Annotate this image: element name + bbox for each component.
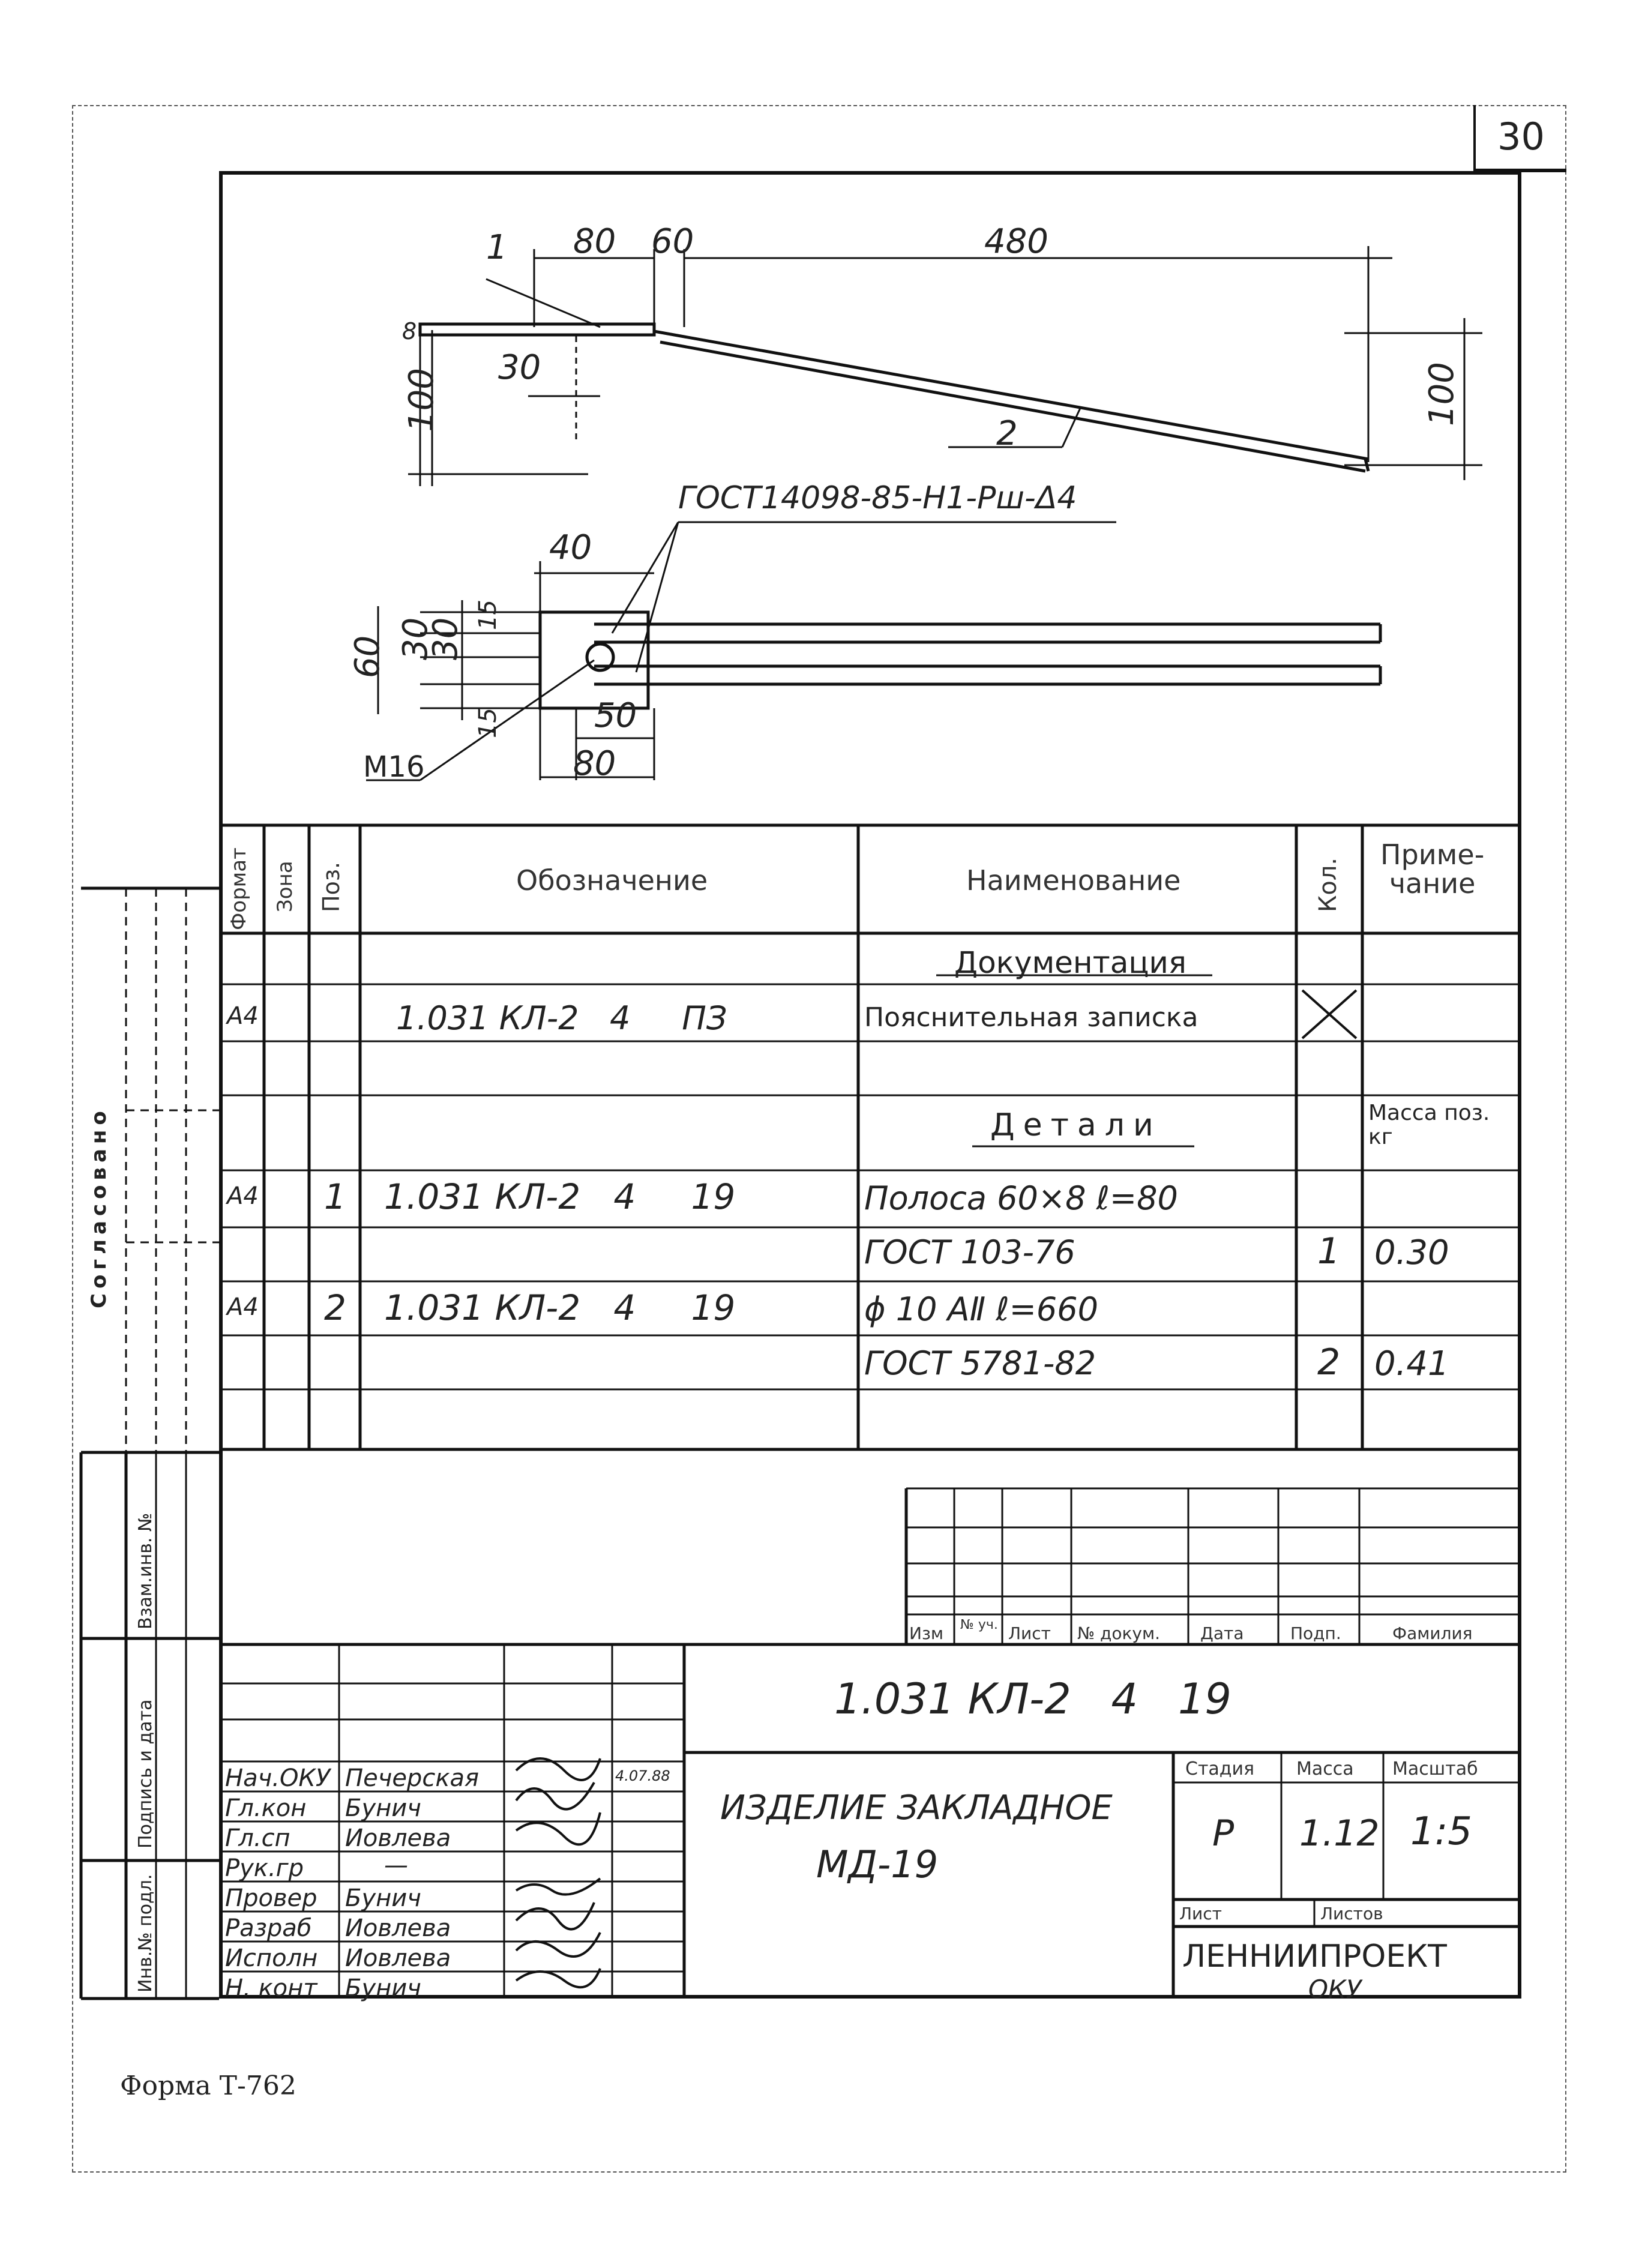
- rev-hdr-sign: Подп.: [1290, 1623, 1341, 1643]
- rev-hdr-date: Дата: [1200, 1623, 1244, 1643]
- plan-dim-50: 50: [594, 696, 637, 735]
- row1-designation: 1.031 КЛ-2 4 ПЗ: [396, 999, 727, 1037]
- top-dim-80: 80: [573, 222, 616, 261]
- row6-pos: 2: [324, 1287, 346, 1328]
- top-dim-100-right: 100: [1422, 362, 1461, 426]
- row7-name: ГОСТ 5781-82: [864, 1344, 1096, 1382]
- row6-designation: 1.031 КЛ-2 4 19: [384, 1287, 736, 1328]
- row4-designation: 1.031 КЛ-2 4 19: [384, 1176, 736, 1217]
- role-1: Гл.кон: [225, 1794, 307, 1822]
- top-pos-2: 2: [996, 414, 1018, 453]
- row5-note: 0.30: [1374, 1233, 1449, 1272]
- role-5: Разраб: [225, 1915, 312, 1942]
- person-1: Бунич: [345, 1794, 421, 1822]
- person-6: Иовлева: [345, 1945, 451, 1972]
- form-label: Форма Т-762: [120, 2071, 296, 2101]
- top-dim-100-left: 100: [402, 368, 441, 432]
- side-sign-date: Подпись и дата: [135, 1699, 156, 1848]
- row6-name: ϕ 10 АⅡ ℓ=660: [864, 1290, 1098, 1328]
- plan-dim-40: 40: [549, 528, 592, 567]
- person-5: Иовлева: [345, 1915, 451, 1942]
- row4-name: Полоса 60×8 ℓ=80: [864, 1179, 1178, 1217]
- row5-name: ГОСТ 103-76: [864, 1233, 1075, 1271]
- role-6: Исполн: [225, 1945, 318, 1972]
- stage-value: Р: [1212, 1812, 1235, 1854]
- rev-hdr-izm: Изм: [909, 1623, 943, 1643]
- weld-note: ГОСТ14098-85-Н1-Рш-Δ4: [678, 480, 1077, 516]
- person-3: —: [384, 1851, 408, 1879]
- person-0: Печерская: [345, 1764, 480, 1792]
- hdr-format: Формат: [227, 847, 251, 930]
- person-4: Бунич: [345, 1884, 421, 1912]
- plan-dim-30-a: 30: [396, 617, 435, 660]
- row-details-note: Масса поз. кг: [1368, 1101, 1490, 1149]
- thread-label: М16: [363, 750, 425, 784]
- hdr-qty: Кол.: [1314, 857, 1342, 912]
- hdr-name: Наименование: [966, 864, 1181, 897]
- signatures: [516, 1758, 600, 1987]
- top-view-geometry: [408, 246, 1482, 486]
- org-line1: ЛЕННИИПРОЕКТ: [1182, 1939, 1447, 1975]
- top-dim-60: 60: [651, 222, 694, 261]
- plan-view-geometry: [366, 522, 1380, 780]
- scale-value: 1:5: [1410, 1809, 1472, 1854]
- side-inv-replace: Взам.инв. №: [135, 1512, 156, 1629]
- rev-hdr-uch: № уч.: [960, 1617, 998, 1632]
- plan-dim-30-b: 30: [426, 617, 465, 660]
- sheets-label: Листов: [1320, 1904, 1383, 1924]
- mass-value: 1.12: [1299, 1812, 1380, 1854]
- person-7: Бунич: [345, 1975, 421, 2002]
- person-2: Иовлева: [345, 1824, 451, 1852]
- plan-dim-60: 60: [348, 635, 387, 678]
- role-2: Гл.сп: [225, 1824, 290, 1852]
- top-pos-1: 1: [486, 228, 508, 267]
- hdr-zone: Зона: [273, 861, 297, 912]
- row7-note: 0.41: [1374, 1344, 1449, 1383]
- title-line1: ИЗДЕЛИЕ ЗАКЛАДНОЕ: [720, 1788, 1113, 1827]
- rev-hdr-list: Лист: [1008, 1623, 1051, 1643]
- row1-format: А4: [227, 1002, 259, 1030]
- plan-dim-80: 80: [573, 744, 616, 783]
- top-dim-480: 480: [984, 222, 1048, 261]
- row1-name: Пояснительная записка: [864, 1002, 1198, 1033]
- stage-label: Стадия: [1185, 1758, 1255, 1779]
- scale-label: Масштаб: [1392, 1758, 1478, 1779]
- row5-qty: 1: [1317, 1230, 1341, 1272]
- plan-dim-15-top: 15: [474, 600, 502, 630]
- rev-hdr-surname: Фамилия: [1392, 1623, 1473, 1643]
- top-dim-30: 30: [498, 348, 541, 387]
- role-4: Провер: [225, 1884, 317, 1912]
- plan-dim-15-bot: 15: [474, 708, 502, 738]
- rev-hdr-doc: № докум.: [1077, 1623, 1161, 1643]
- side-agreed: Согласовано: [87, 1106, 111, 1308]
- row4-format: А4: [227, 1182, 259, 1210]
- row-details-heading: Детали: [990, 1107, 1162, 1143]
- page-number: 30: [1473, 105, 1566, 171]
- approval-date: 4.07.88: [615, 1767, 670, 1784]
- row7-qty: 2: [1317, 1341, 1341, 1383]
- hdr-note: Приме- чание: [1380, 838, 1485, 900]
- sheet-label: Лист: [1179, 1904, 1222, 1924]
- row4-pos: 1: [324, 1176, 346, 1217]
- side-inv-original: Инв.№ подл.: [135, 1874, 156, 1993]
- title-line2: МД-19: [816, 1842, 939, 1886]
- row6-format: А4: [227, 1293, 259, 1321]
- row-documentation-heading: Документация: [954, 945, 1186, 980]
- doc-code: 1.031 КЛ-2 4 19: [834, 1674, 1232, 1724]
- role-0: Нач.ОКУ: [225, 1764, 331, 1792]
- role-3: Рук.гр: [225, 1854, 304, 1882]
- role-7: Н. конт: [225, 1975, 317, 2002]
- mass-label: Масса: [1296, 1758, 1354, 1779]
- hdr-designation: Обозначение: [516, 864, 708, 897]
- top-dim-8: 8: [402, 318, 417, 344]
- org-line2: ОКУ: [1308, 1975, 1362, 2004]
- hdr-pos: Поз.: [318, 861, 344, 912]
